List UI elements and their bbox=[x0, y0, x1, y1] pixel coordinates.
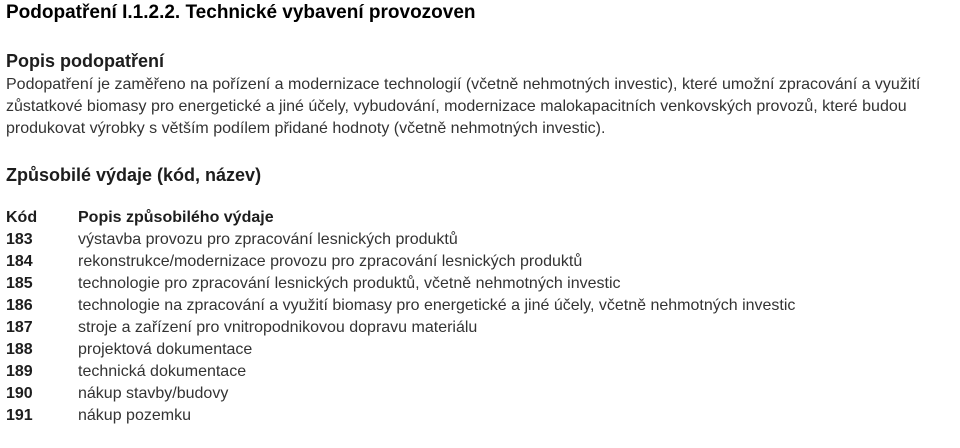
expense-code: 191 bbox=[6, 407, 33, 424]
column-header-description: Popis způsobilého výdaje bbox=[78, 209, 274, 226]
document-page bbox=[6, 0, 956, 427]
description-paragraph: Podopatření je zaměřeno na pořízení a modernizace technologií (včetně nehmotných investic), které umožní zpracování a využití zůstatkové biomasy pro energetické a jiné účely, vybudování, modernizace malokapacitních venkovských provozů, které budou produkovat výrobky s větším podílem přidané hodnoty (včetně nehmotných investic). bbox=[6, 76, 921, 137]
expense-code: 189 bbox=[6, 363, 33, 380]
expense-code: 184 bbox=[6, 253, 33, 270]
expense-code: 187 bbox=[6, 319, 33, 336]
expenses-heading: Způsobilé výdaje (kód, název) bbox=[6, 165, 262, 185]
expense-code: 186 bbox=[6, 297, 33, 314]
expense-description: nákup stavby/budovy bbox=[78, 385, 229, 402]
expense-code: 188 bbox=[6, 341, 33, 358]
expense-description: technická dokumentace bbox=[78, 363, 247, 380]
column-header-code: Kód bbox=[6, 209, 38, 226]
table-row bbox=[6, 405, 795, 427]
expense-description: stroje a zařízení pro vnitropodnikovou dopravu materiálu bbox=[78, 319, 478, 336]
table-row bbox=[6, 273, 795, 295]
expense-description: projektová dokumentace bbox=[78, 341, 253, 358]
expense-description: technologie pro zpracování lesnických produktů, včetně nehmotných investic bbox=[78, 275, 621, 292]
table-row bbox=[6, 339, 795, 361]
expense-code: 190 bbox=[6, 385, 33, 402]
table-row bbox=[6, 383, 795, 405]
expense-code: 185 bbox=[6, 275, 33, 292]
table-header-row bbox=[6, 207, 795, 229]
table-row bbox=[6, 317, 795, 339]
description-heading: Popis podopatření bbox=[6, 51, 165, 71]
table-row bbox=[6, 295, 795, 317]
expense-description: výstavba provozu pro zpracování lesnických produktů bbox=[78, 231, 458, 248]
table-row bbox=[6, 251, 795, 273]
table-row bbox=[6, 361, 795, 383]
expense-code: 183 bbox=[6, 231, 33, 248]
page-title: Podopatření I.1.2.2. Technické vybavení provozoven bbox=[6, 2, 476, 23]
expense-description: rekonstrukce/modernizace provozu pro zpracování lesnických produktů bbox=[78, 253, 583, 270]
table-row bbox=[6, 229, 795, 251]
expenses-table bbox=[6, 207, 795, 427]
expense-description: technologie na zpracování a využití biomasy pro energetické a jiné účely, včetně nehmotných investic bbox=[78, 297, 796, 314]
expense-description: nákup pozemku bbox=[78, 407, 191, 424]
